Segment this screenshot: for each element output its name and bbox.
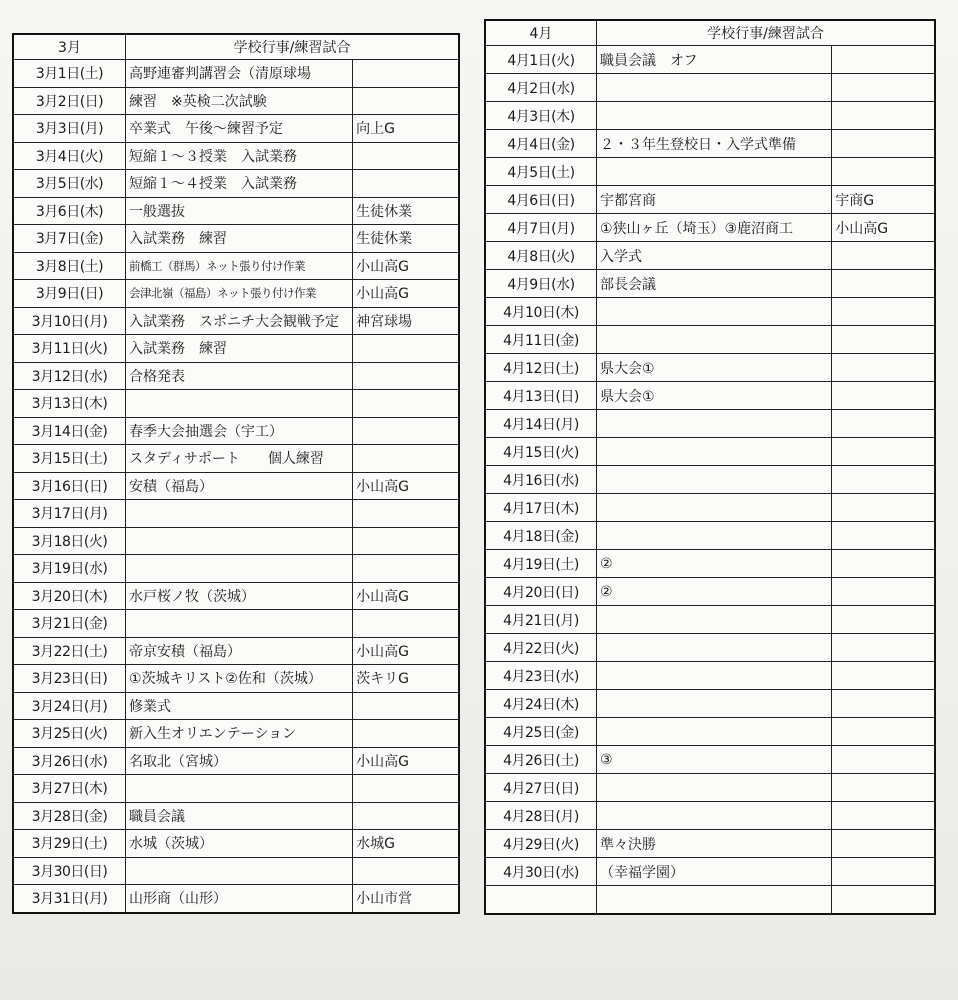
- date-cell: 3月1日(土): [13, 60, 126, 88]
- table-row: [485, 74, 935, 102]
- date-cell: 3月12日(水): [13, 362, 126, 390]
- date-cell: 3月9日(日): [13, 280, 126, 308]
- event-cell: 帝京安積（福島）: [126, 637, 353, 665]
- note-cell: [832, 74, 935, 102]
- note-cell: 生徒休業: [353, 197, 459, 225]
- note-cell: 向上G: [353, 115, 459, 143]
- event-cell: [596, 298, 831, 326]
- date-cell: 3月11日(火): [13, 335, 126, 363]
- note-cell: [832, 690, 935, 718]
- table-row: [485, 578, 935, 606]
- date-cell: 3月5日(水): [13, 170, 126, 198]
- schedule-title-header: 学校行事/練習試合: [596, 20, 935, 46]
- table-row: [13, 225, 459, 253]
- table-row: [485, 102, 935, 130]
- date-cell: 4月11日(金): [485, 326, 596, 354]
- note-cell: [832, 298, 935, 326]
- table-row: [485, 354, 935, 382]
- note-cell: [353, 500, 459, 528]
- note-cell: 茨キリG: [353, 665, 459, 693]
- note-cell: [353, 802, 459, 830]
- date-cell: 3月19日(水): [13, 555, 126, 583]
- table-row: [485, 802, 935, 830]
- date-cell: 4月6日(日): [485, 186, 596, 214]
- note-cell: [832, 46, 935, 74]
- table-row: [485, 858, 935, 886]
- table-row: [13, 802, 459, 830]
- event-cell: [596, 690, 831, 718]
- date-cell: 3月30日(日): [13, 857, 126, 885]
- table-row: [13, 885, 459, 913]
- note-cell: [353, 445, 459, 473]
- table-row: [485, 634, 935, 662]
- event-cell: [596, 494, 831, 522]
- month-header: 4月: [485, 20, 596, 46]
- table-row: [13, 142, 459, 170]
- table-row: [485, 606, 935, 634]
- note-cell: [832, 466, 935, 494]
- date-cell: 4月25日(金): [485, 718, 596, 746]
- table-row: [13, 87, 459, 115]
- table-row: [485, 46, 935, 74]
- date-cell: 4月14日(月): [485, 410, 596, 438]
- event-cell: ③: [596, 746, 831, 774]
- event-cell: 会津北嶺（福島）ネット張り付け作業: [126, 280, 353, 308]
- date-cell: 3月27日(木): [13, 775, 126, 803]
- table-row: [485, 466, 935, 494]
- event-cell: [596, 606, 831, 634]
- date-cell: 3月6日(木): [13, 197, 126, 225]
- event-cell: 入学式: [596, 242, 831, 270]
- note-cell: 小山市営: [353, 885, 459, 913]
- note-cell: [832, 438, 935, 466]
- march-schedule-table: [12, 33, 460, 914]
- event-cell: [596, 522, 831, 550]
- table-row: [13, 857, 459, 885]
- table-row: [13, 417, 459, 445]
- note-cell: [832, 718, 935, 746]
- table-header-row: [13, 34, 459, 60]
- date-cell: 4月28日(月): [485, 802, 596, 830]
- date-cell: 3月7日(金): [13, 225, 126, 253]
- date-cell: 4月22日(火): [485, 634, 596, 662]
- event-cell: 安積（福島）: [126, 472, 353, 500]
- event-cell: 練習 ※英検二次試験: [126, 87, 353, 115]
- event-cell: スタディサポート 個人練習: [126, 445, 353, 473]
- date-cell: [485, 886, 596, 915]
- event-cell: ①狭山ヶ丘（埼玉）③鹿沼商工: [596, 214, 831, 242]
- note-cell: 小山高G: [353, 472, 459, 500]
- table-row: [485, 746, 935, 774]
- date-cell: 3月22日(土): [13, 637, 126, 665]
- table-row: [485, 690, 935, 718]
- event-cell: 修業式: [126, 692, 353, 720]
- table-row: [13, 115, 459, 143]
- note-cell: [832, 410, 935, 438]
- event-cell: 名取北（宮城）: [126, 747, 353, 775]
- note-cell: [353, 857, 459, 885]
- note-cell: 小山高G: [353, 637, 459, 665]
- date-cell: 4月4日(金): [485, 130, 596, 158]
- event-cell: 水城（茨城）: [126, 830, 353, 858]
- table-row: [13, 692, 459, 720]
- note-cell: [353, 417, 459, 445]
- note-cell: [353, 692, 459, 720]
- table-row: [485, 522, 935, 550]
- note-cell: [353, 775, 459, 803]
- event-cell: 入試業務 練習: [126, 225, 353, 253]
- date-cell: 3月2日(日): [13, 87, 126, 115]
- table-row: [13, 527, 459, 555]
- table-row: [13, 637, 459, 665]
- date-cell: 3月21日(金): [13, 610, 126, 638]
- table-row: [13, 362, 459, 390]
- event-cell: 高野連審判講習会（清原球場: [126, 60, 353, 88]
- event-cell: [596, 886, 831, 915]
- table-row: [13, 555, 459, 583]
- table-row: [13, 747, 459, 775]
- table-row: [13, 582, 459, 610]
- table-row: [485, 662, 935, 690]
- event-cell: 入試業務 スポニチ大会観戦予定: [126, 307, 353, 335]
- note-cell: [353, 170, 459, 198]
- date-cell: 4月5日(土): [485, 158, 596, 186]
- event-cell: ②: [596, 578, 831, 606]
- event-cell: [596, 410, 831, 438]
- date-cell: 4月18日(金): [485, 522, 596, 550]
- event-cell: [596, 438, 831, 466]
- date-cell: 4月10日(木): [485, 298, 596, 326]
- note-cell: 宇商G: [832, 186, 935, 214]
- date-cell: 4月2日(水): [485, 74, 596, 102]
- table-row: [485, 270, 935, 298]
- event-cell: 前橋工（群馬）ネット張り付け作業: [126, 252, 353, 280]
- note-cell: 生徒休業: [353, 225, 459, 253]
- event-cell: [126, 500, 353, 528]
- event-cell: 山形商（山形）: [126, 885, 353, 913]
- note-cell: [832, 130, 935, 158]
- date-cell: 3月31日(月): [13, 885, 126, 913]
- date-cell: 4月16日(水): [485, 466, 596, 494]
- date-cell: 3月3日(月): [13, 115, 126, 143]
- event-cell: [596, 466, 831, 494]
- table-row: [485, 886, 935, 915]
- note-cell: [832, 102, 935, 130]
- note-cell: [353, 335, 459, 363]
- note-cell: [353, 142, 459, 170]
- note-cell: [832, 578, 935, 606]
- event-cell: 県大会①: [596, 354, 831, 382]
- table-row: [13, 197, 459, 225]
- event-cell: 入試業務 練習: [126, 335, 353, 363]
- table-row: [13, 665, 459, 693]
- note-cell: [353, 390, 459, 418]
- date-cell: 3月16日(日): [13, 472, 126, 500]
- table-header-row: [485, 20, 935, 46]
- event-cell: [126, 527, 353, 555]
- table-row: [485, 298, 935, 326]
- event-cell: [596, 774, 831, 802]
- note-cell: [832, 550, 935, 578]
- event-cell: 新入生オリエンテーション: [126, 720, 353, 748]
- event-cell: [596, 662, 831, 690]
- date-cell: 3月20日(木): [13, 582, 126, 610]
- note-cell: [353, 720, 459, 748]
- event-cell: [126, 857, 353, 885]
- table-row: [13, 775, 459, 803]
- table-row: [13, 252, 459, 280]
- table-row: [485, 718, 935, 746]
- table-row: [13, 472, 459, 500]
- note-cell: [832, 774, 935, 802]
- event-cell: 水戸桜ノ牧（茨城）: [126, 582, 353, 610]
- date-cell: 4月26日(土): [485, 746, 596, 774]
- table-row: [485, 130, 935, 158]
- note-cell: 神宮球場: [353, 307, 459, 335]
- month-header: 3月: [13, 34, 126, 60]
- table-row: [13, 610, 459, 638]
- event-cell: 県大会①: [596, 382, 831, 410]
- note-cell: 小山高G: [353, 747, 459, 775]
- event-cell: 職員会議 オフ: [596, 46, 831, 74]
- event-cell: [596, 326, 831, 354]
- date-cell: 4月19日(土): [485, 550, 596, 578]
- event-cell: 宇都宮商: [596, 186, 831, 214]
- note-cell: [832, 354, 935, 382]
- date-cell: 4月30日(水): [485, 858, 596, 886]
- table-row: [13, 170, 459, 198]
- date-cell: 3月10日(月): [13, 307, 126, 335]
- note-cell: [832, 606, 935, 634]
- note-cell: 小山高G: [353, 280, 459, 308]
- date-cell: 3月29日(土): [13, 830, 126, 858]
- event-cell: 春季大会抽選会（宇工）: [126, 417, 353, 445]
- note-cell: [353, 555, 459, 583]
- date-cell: 4月9日(水): [485, 270, 596, 298]
- note-cell: [353, 362, 459, 390]
- date-cell: 4月3日(木): [485, 102, 596, 130]
- date-cell: 4月12日(土): [485, 354, 596, 382]
- event-cell: [126, 610, 353, 638]
- event-cell: （幸福学園）: [596, 858, 831, 886]
- note-cell: [832, 662, 935, 690]
- event-cell: [596, 74, 831, 102]
- table-row: [13, 445, 459, 473]
- schedule-title-header: 学校行事/練習試合: [126, 34, 459, 60]
- table-row: [485, 494, 935, 522]
- note-cell: [832, 242, 935, 270]
- event-cell: 短縮１～４授業 入試業務: [126, 170, 353, 198]
- event-cell: ②: [596, 550, 831, 578]
- event-cell: [126, 555, 353, 583]
- date-cell: 4月29日(火): [485, 830, 596, 858]
- table-row: [13, 60, 459, 88]
- date-cell: 4月13日(日): [485, 382, 596, 410]
- note-cell: 小山高G: [832, 214, 935, 242]
- note-cell: [353, 60, 459, 88]
- table-row: [485, 214, 935, 242]
- table-row: [485, 774, 935, 802]
- event-cell: 短縮１～３授業 入試業務: [126, 142, 353, 170]
- date-cell: 3月25日(火): [13, 720, 126, 748]
- april-schedule-table: [484, 19, 936, 915]
- table-row: [13, 720, 459, 748]
- note-cell: [832, 382, 935, 410]
- date-cell: 3月13日(木): [13, 390, 126, 418]
- date-cell: 4月20日(日): [485, 578, 596, 606]
- date-cell: 4月7日(月): [485, 214, 596, 242]
- event-cell: [596, 158, 831, 186]
- event-cell: [596, 634, 831, 662]
- date-cell: 4月24日(木): [485, 690, 596, 718]
- event-cell: ①茨城キリスト②佐和（茨城）: [126, 665, 353, 693]
- date-cell: 4月17日(木): [485, 494, 596, 522]
- note-cell: [832, 858, 935, 886]
- table-row: [13, 307, 459, 335]
- note-cell: [832, 802, 935, 830]
- event-cell: 準々決勝: [596, 830, 831, 858]
- event-cell: [126, 775, 353, 803]
- note-cell: 小山高G: [353, 252, 459, 280]
- event-cell: [596, 802, 831, 830]
- note-cell: [832, 326, 935, 354]
- note-cell: [353, 527, 459, 555]
- date-cell: 3月8日(土): [13, 252, 126, 280]
- table-row: [13, 335, 459, 363]
- note-cell: [353, 610, 459, 638]
- table-row: [485, 830, 935, 858]
- note-cell: [832, 830, 935, 858]
- table-row: [485, 186, 935, 214]
- note-cell: [353, 87, 459, 115]
- table-row: [13, 390, 459, 418]
- table-row: [485, 242, 935, 270]
- table-row: [13, 280, 459, 308]
- table-row: [485, 326, 935, 354]
- note-cell: 水城G: [353, 830, 459, 858]
- date-cell: 3月14日(金): [13, 417, 126, 445]
- date-cell: 4月27日(日): [485, 774, 596, 802]
- note-cell: [832, 746, 935, 774]
- event-cell: 職員会議: [126, 802, 353, 830]
- table-row: [13, 500, 459, 528]
- date-cell: 4月1日(火): [485, 46, 596, 74]
- table-row: [485, 410, 935, 438]
- event-cell: 合格発表: [126, 362, 353, 390]
- note-cell: [832, 158, 935, 186]
- table-row: [485, 382, 935, 410]
- note-cell: [832, 494, 935, 522]
- event-cell: [596, 102, 831, 130]
- event-cell: [126, 390, 353, 418]
- note-cell: [832, 886, 935, 915]
- table-row: [485, 158, 935, 186]
- note-cell: [832, 634, 935, 662]
- date-cell: 4月8日(火): [485, 242, 596, 270]
- event-cell: [596, 718, 831, 746]
- date-cell: 3月28日(金): [13, 802, 126, 830]
- event-cell: 一般選抜: [126, 197, 353, 225]
- table-row: [13, 830, 459, 858]
- date-cell: 3月18日(火): [13, 527, 126, 555]
- note-cell: [832, 522, 935, 550]
- event-cell: 卒業式 午後～練習予定: [126, 115, 353, 143]
- table-row: [485, 550, 935, 578]
- date-cell: 4月23日(水): [485, 662, 596, 690]
- note-cell: 小山高G: [353, 582, 459, 610]
- date-cell: 4月21日(月): [485, 606, 596, 634]
- note-cell: [832, 270, 935, 298]
- date-cell: 3月26日(水): [13, 747, 126, 775]
- event-cell: 部長会議: [596, 270, 831, 298]
- date-cell: 3月4日(火): [13, 142, 126, 170]
- date-cell: 3月17日(月): [13, 500, 126, 528]
- event-cell: ２・３年生登校日・入学式準備: [596, 130, 831, 158]
- date-cell: 3月15日(土): [13, 445, 126, 473]
- date-cell: 4月15日(火): [485, 438, 596, 466]
- table-row: [485, 438, 935, 466]
- date-cell: 3月23日(日): [13, 665, 126, 693]
- date-cell: 3月24日(月): [13, 692, 126, 720]
